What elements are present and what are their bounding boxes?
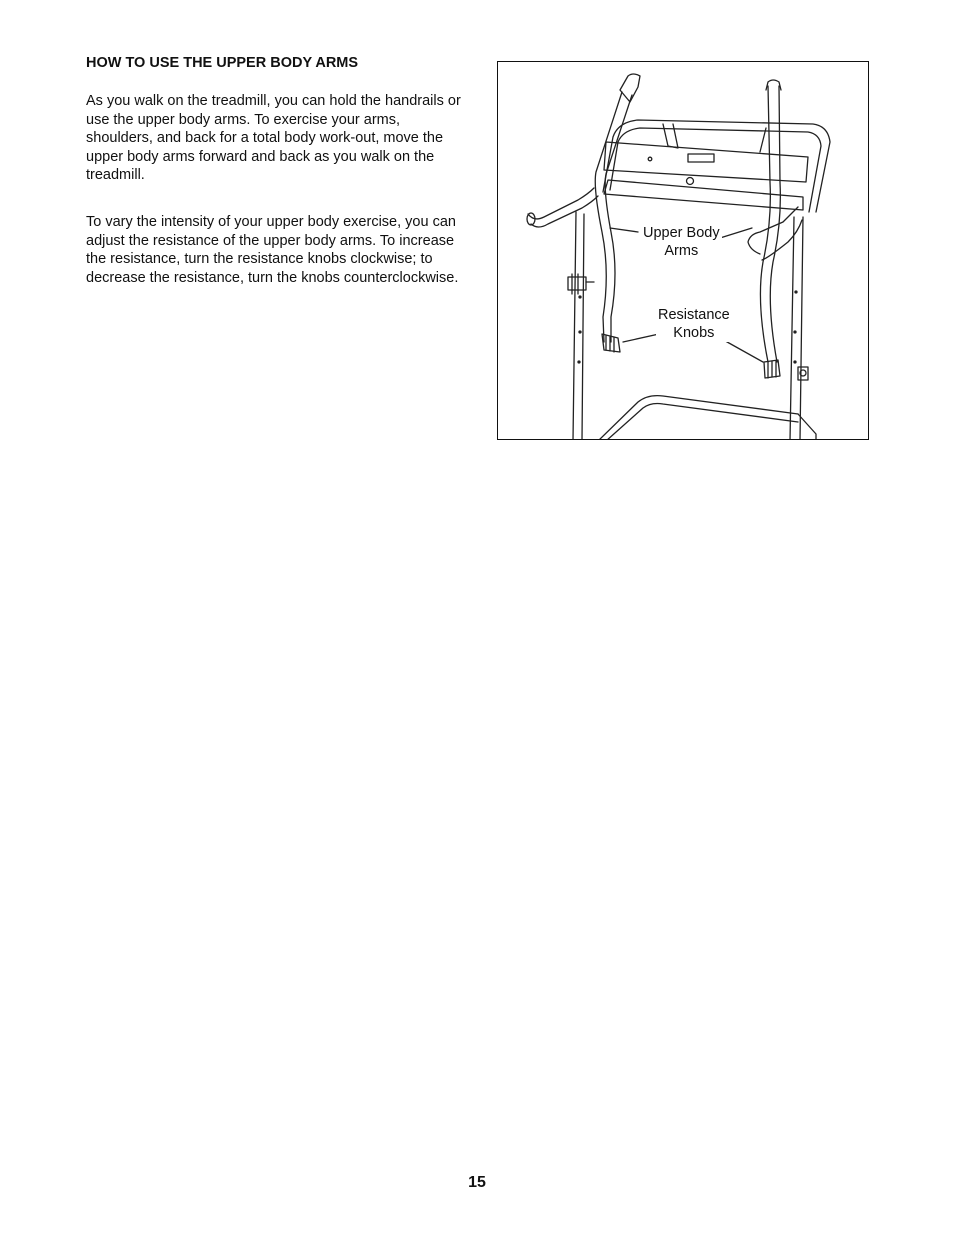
instructions-paragraph-2: To vary the intensity of your upper body exercise, you can adjust the resistance of the upper body arms. To increase the resistance, turn the resistance knobs clockwise; to decrease the resistance, turn the knobs counterclockwise. bbox=[86, 214, 459, 286]
upper-body-arms-label bbox=[641, 225, 722, 260]
resistance-knobs-label bbox=[656, 307, 732, 342]
instructions-paragraph-1: As you walk on the treadmill, you can hold the handrails or use the upper body arms. To exercise your arms, shoulders, and back for a total body work-out, move the upper body arms forward and back as you walk on the treadmill. bbox=[86, 93, 461, 184]
treadmill-illustration bbox=[497, 61, 869, 440]
resistance-knobs-line-2: Knobs bbox=[673, 324, 715, 341]
page-number: 15 bbox=[468, 1174, 486, 1191]
upper-body-arms-line-2: Arms bbox=[664, 242, 699, 259]
section-heading: HOW TO USE THE UPPER BODY ARMS bbox=[86, 55, 359, 71]
resistance-knobs-line-1: Resistance bbox=[658, 307, 730, 323]
upper-body-arms-line-1: Upper Body bbox=[643, 225, 720, 241]
